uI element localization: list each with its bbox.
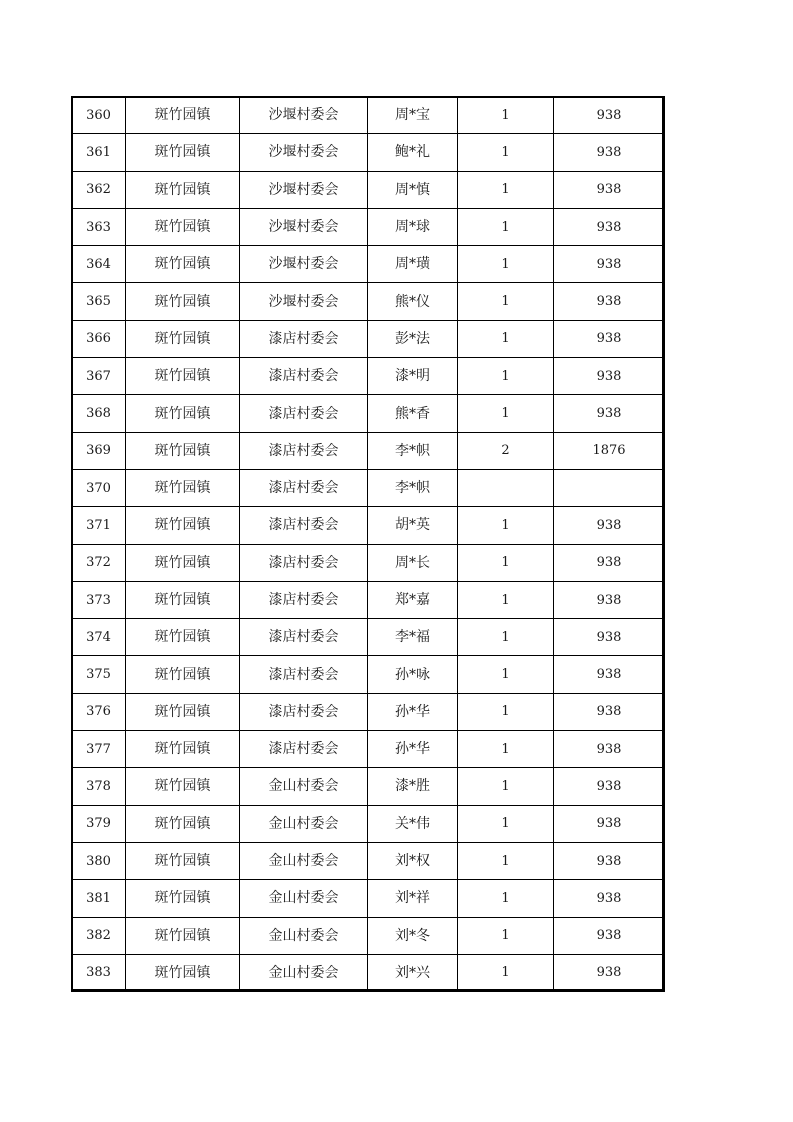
cell-name: 周*慎 — [368, 171, 458, 208]
cell-village: 沙堰村委会 — [240, 97, 368, 134]
cell-count: 1 — [458, 507, 554, 544]
cell-count: 1 — [458, 208, 554, 245]
cell-name: 孙*华 — [368, 731, 458, 768]
cell-amount: 938 — [554, 283, 665, 320]
cell-town: 斑竹园镇 — [126, 97, 240, 134]
cell-count: 1 — [458, 768, 554, 805]
cell-name: 彭*法 — [368, 320, 458, 357]
cell-count: 1 — [458, 917, 554, 954]
cell-name: 熊*香 — [368, 395, 458, 432]
cell-name: 刘*祥 — [368, 880, 458, 917]
cell-amount: 938 — [554, 358, 665, 395]
cell-village: 漆店村委会 — [240, 619, 368, 656]
table-row — [72, 693, 665, 730]
cell-name: 孙*咏 — [368, 656, 458, 693]
cell-count: 2 — [458, 432, 554, 469]
cell-index: 371 — [72, 507, 126, 544]
cell-count: 1 — [458, 805, 554, 842]
cell-count: 1 — [458, 842, 554, 879]
table-body — [72, 97, 665, 992]
cell-village: 漆店村委会 — [240, 544, 368, 581]
cell-index: 374 — [72, 619, 126, 656]
cell-town: 斑竹园镇 — [126, 358, 240, 395]
cell-count: 1 — [458, 581, 554, 618]
table-row — [72, 320, 665, 357]
cell-village: 漆店村委会 — [240, 656, 368, 693]
cell-name: 漆*胜 — [368, 768, 458, 805]
cell-count: 1 — [458, 97, 554, 134]
cell-count: 1 — [458, 544, 554, 581]
table-row — [72, 880, 665, 917]
table-row — [72, 208, 665, 245]
cell-village: 漆店村委会 — [240, 581, 368, 618]
cell-town: 斑竹园镇 — [126, 469, 240, 506]
cell-name: 关*伟 — [368, 805, 458, 842]
cell-name: 周*长 — [368, 544, 458, 581]
cell-village: 金山村委会 — [240, 842, 368, 879]
cell-amount: 938 — [554, 619, 665, 656]
cell-town: 斑竹园镇 — [126, 246, 240, 283]
cell-index: 380 — [72, 842, 126, 879]
cell-count: 1 — [458, 656, 554, 693]
cell-index: 365 — [72, 283, 126, 320]
cell-index: 363 — [72, 208, 126, 245]
cell-index: 379 — [72, 805, 126, 842]
cell-town: 斑竹园镇 — [126, 656, 240, 693]
cell-village: 金山村委会 — [240, 954, 368, 991]
cell-index: 375 — [72, 656, 126, 693]
cell-count: 1 — [458, 171, 554, 208]
table-row — [72, 283, 665, 320]
cell-count — [458, 469, 554, 506]
cell-town: 斑竹园镇 — [126, 283, 240, 320]
cell-amount — [554, 469, 665, 506]
cell-amount: 1876 — [554, 432, 665, 469]
cell-village: 漆店村委会 — [240, 432, 368, 469]
table-row — [72, 544, 665, 581]
cell-name: 周*璜 — [368, 246, 458, 283]
cell-index: 366 — [72, 320, 126, 357]
cell-town: 斑竹园镇 — [126, 432, 240, 469]
cell-amount: 938 — [554, 693, 665, 730]
cell-amount: 938 — [554, 880, 665, 917]
table-row — [72, 842, 665, 879]
cell-town: 斑竹园镇 — [126, 208, 240, 245]
cell-town: 斑竹园镇 — [126, 731, 240, 768]
cell-count: 1 — [458, 731, 554, 768]
cell-name: 刘*权 — [368, 842, 458, 879]
cell-town: 斑竹园镇 — [126, 805, 240, 842]
cell-count: 1 — [458, 693, 554, 730]
cell-name: 李*帜 — [368, 432, 458, 469]
cell-town: 斑竹园镇 — [126, 693, 240, 730]
cell-town: 斑竹园镇 — [126, 917, 240, 954]
table-row — [72, 768, 665, 805]
table-row — [72, 469, 665, 506]
cell-index: 370 — [72, 469, 126, 506]
cell-count: 1 — [458, 358, 554, 395]
cell-amount: 938 — [554, 320, 665, 357]
table-row — [72, 619, 665, 656]
cell-amount: 938 — [554, 246, 665, 283]
cell-index: 382 — [72, 917, 126, 954]
table-row — [72, 432, 665, 469]
cell-name: 漆*明 — [368, 358, 458, 395]
cell-village: 金山村委会 — [240, 805, 368, 842]
cell-amount: 938 — [554, 395, 665, 432]
cell-town: 斑竹园镇 — [126, 954, 240, 991]
cell-name: 刘*冬 — [368, 917, 458, 954]
cell-index: 367 — [72, 358, 126, 395]
cell-index: 377 — [72, 731, 126, 768]
table-row — [72, 731, 665, 768]
cell-name: 李*帜 — [368, 469, 458, 506]
cell-index: 381 — [72, 880, 126, 917]
cell-count: 1 — [458, 954, 554, 991]
cell-amount: 938 — [554, 805, 665, 842]
cell-index: 369 — [72, 432, 126, 469]
cell-amount: 938 — [554, 656, 665, 693]
cell-index: 376 — [72, 693, 126, 730]
cell-name: 孙*华 — [368, 693, 458, 730]
cell-index: 361 — [72, 134, 126, 171]
cell-amount: 938 — [554, 917, 665, 954]
cell-village: 金山村委会 — [240, 768, 368, 805]
cell-town: 斑竹园镇 — [126, 171, 240, 208]
cell-index: 383 — [72, 954, 126, 991]
table-row — [72, 134, 665, 171]
table-row — [72, 507, 665, 544]
table-row — [72, 656, 665, 693]
cell-village: 漆店村委会 — [240, 469, 368, 506]
cell-village: 漆店村委会 — [240, 320, 368, 357]
cell-name: 李*福 — [368, 619, 458, 656]
cell-index: 364 — [72, 246, 126, 283]
cell-name: 刘*兴 — [368, 954, 458, 991]
cell-count: 1 — [458, 246, 554, 283]
cell-village: 沙堰村委会 — [240, 134, 368, 171]
cell-index: 362 — [72, 171, 126, 208]
cell-town: 斑竹园镇 — [126, 134, 240, 171]
table-row — [72, 246, 665, 283]
cell-count: 1 — [458, 880, 554, 917]
table-row — [72, 581, 665, 618]
cell-count: 1 — [458, 320, 554, 357]
cell-village: 漆店村委会 — [240, 731, 368, 768]
cell-village: 沙堰村委会 — [240, 171, 368, 208]
cell-name: 周*宝 — [368, 97, 458, 134]
cell-town: 斑竹园镇 — [126, 395, 240, 432]
cell-amount: 938 — [554, 171, 665, 208]
cell-village: 沙堰村委会 — [240, 246, 368, 283]
cell-town: 斑竹园镇 — [126, 768, 240, 805]
cell-index: 368 — [72, 395, 126, 432]
subsidy-table — [71, 96, 665, 992]
table-row — [72, 805, 665, 842]
cell-village: 沙堰村委会 — [240, 208, 368, 245]
cell-name: 熊*仪 — [368, 283, 458, 320]
cell-village: 漆店村委会 — [240, 507, 368, 544]
cell-town: 斑竹园镇 — [126, 320, 240, 357]
cell-amount: 938 — [554, 544, 665, 581]
cell-town: 斑竹园镇 — [126, 842, 240, 879]
cell-index: 378 — [72, 768, 126, 805]
table-row — [72, 171, 665, 208]
cell-name: 胡*英 — [368, 507, 458, 544]
cell-amount: 938 — [554, 507, 665, 544]
cell-village: 漆店村委会 — [240, 358, 368, 395]
cell-amount: 938 — [554, 768, 665, 805]
cell-index: 360 — [72, 97, 126, 134]
table-row — [72, 954, 665, 991]
cell-town: 斑竹园镇 — [126, 880, 240, 917]
cell-amount: 938 — [554, 581, 665, 618]
cell-village: 漆店村委会 — [240, 395, 368, 432]
cell-town: 斑竹园镇 — [126, 544, 240, 581]
cell-village: 金山村委会 — [240, 917, 368, 954]
cell-amount: 938 — [554, 97, 665, 134]
cell-index: 373 — [72, 581, 126, 618]
cell-amount: 938 — [554, 208, 665, 245]
cell-amount: 938 — [554, 842, 665, 879]
cell-town: 斑竹园镇 — [126, 507, 240, 544]
cell-town: 斑竹园镇 — [126, 619, 240, 656]
cell-count: 1 — [458, 283, 554, 320]
cell-name: 周*球 — [368, 208, 458, 245]
cell-amount: 938 — [554, 134, 665, 171]
cell-name: 郑*嘉 — [368, 581, 458, 618]
cell-village: 沙堰村委会 — [240, 283, 368, 320]
cell-count: 1 — [458, 619, 554, 656]
cell-index: 372 — [72, 544, 126, 581]
table-row — [72, 395, 665, 432]
cell-amount: 938 — [554, 954, 665, 991]
cell-town: 斑竹园镇 — [126, 581, 240, 618]
cell-amount: 938 — [554, 731, 665, 768]
table-row — [72, 358, 665, 395]
cell-village: 漆店村委会 — [240, 693, 368, 730]
table-row — [72, 97, 665, 134]
cell-name: 鲍*礼 — [368, 134, 458, 171]
table-row — [72, 917, 665, 954]
cell-village: 金山村委会 — [240, 880, 368, 917]
cell-count: 1 — [458, 395, 554, 432]
cell-count: 1 — [458, 134, 554, 171]
